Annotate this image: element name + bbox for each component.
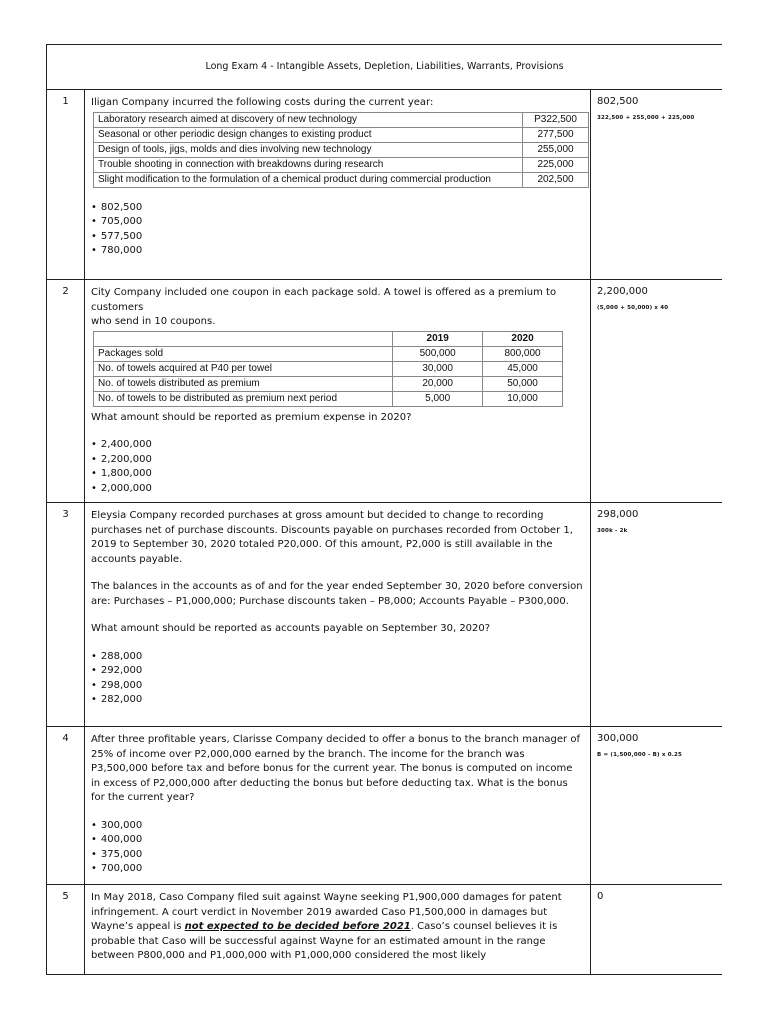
question-number: 1	[47, 90, 85, 280]
table-row	[94, 172, 589, 187]
row-label: Packages sold	[94, 346, 393, 361]
spacer	[91, 609, 584, 622]
answer-value: 2,200,000	[597, 286, 648, 297]
spacer	[91, 806, 584, 819]
cell-2019: 30,000	[393, 361, 483, 376]
emphasized-text: not expected to be decided before 2021	[184, 921, 411, 932]
cost-amount: P322,500	[523, 112, 589, 127]
table-row	[94, 376, 563, 391]
table-row	[94, 346, 563, 361]
spacer	[91, 637, 584, 650]
options-list	[91, 438, 584, 496]
question-body	[85, 885, 591, 975]
cell-2020: 10,000	[483, 391, 563, 406]
answer-cell	[591, 90, 723, 280]
table-row	[94, 127, 589, 142]
question-body	[85, 503, 591, 727]
question-row-2	[47, 280, 723, 503]
option: • 288,000	[91, 650, 584, 665]
option: • 400,000	[91, 833, 584, 848]
option: • 2,200,000	[91, 453, 584, 468]
answer-cell	[591, 280, 723, 503]
option: • 292,000	[91, 664, 584, 679]
table-row	[94, 361, 563, 376]
question-paragraph: Eleysia Company recorded purchases at gross amount but decided to change to recording purchases net of purchase discounts. Discounts payable on purchases recorded from October 1, 2019 to September 30, 2020 totaled P20,000. Of this amount, P2,000 is still available in the accounts payable.	[91, 510, 573, 565]
option: • 2,400,000	[91, 438, 584, 453]
answer-cell	[591, 885, 723, 975]
column-header: 2020	[483, 331, 563, 346]
question-number: 3	[47, 503, 85, 727]
cell-2019: 500,000	[393, 346, 483, 361]
exam-table	[46, 44, 722, 975]
cost-item: Laboratory research aimed at discovery of new technology	[94, 112, 523, 127]
option: • 375,000	[91, 848, 584, 863]
option: • 780,000	[91, 244, 584, 259]
question-row-5	[47, 885, 723, 975]
table-row	[94, 112, 589, 127]
column-header	[94, 331, 393, 346]
question-text-part: . Caso’s counsel believes it is probable that Caso will be successful against Wayne for an estimated amount in the range between P800,000 and P1,000,000 with P1,000,000 considered the most likely	[91, 921, 558, 961]
option: • 2,000,000	[91, 482, 584, 497]
question-body	[85, 727, 591, 885]
answer-work: 300k - 2k	[597, 528, 628, 534]
option: • 282,000	[91, 693, 584, 708]
question-text	[91, 891, 584, 964]
answer-work: (5,000 + 50,000) x 40	[597, 305, 669, 311]
question-number: 4	[47, 727, 85, 885]
cell-2019: 5,000	[393, 391, 483, 406]
answer-value: 802,500	[597, 96, 639, 107]
question-number: 2	[47, 280, 85, 503]
question-text: Iligan Company incurred the following costs during the current year:	[91, 97, 434, 108]
cost-item: Seasonal or other periodic design changes to existing product	[94, 127, 523, 142]
cost-amount: 202,500	[523, 172, 589, 187]
options-list	[91, 201, 584, 259]
cell-2020: 50,000	[483, 376, 563, 391]
cost-table	[93, 112, 589, 188]
spacer	[91, 567, 584, 580]
cost-item: Trouble shooting in connection with breakdowns during research	[94, 157, 523, 172]
question-text-cont: who send in 10 coupons.	[91, 316, 216, 327]
option: • 705,000	[91, 215, 584, 230]
option: • 802,500	[91, 201, 584, 216]
question-row-1	[47, 90, 723, 280]
question-prompt: What amount should be reported as premium expense in 2020?	[91, 411, 412, 423]
cell-2020: 800,000	[483, 346, 563, 361]
exam-title: Long Exam 4 - Intangible Assets, Depletion, Liabilities, Warrants, Provisions	[47, 45, 723, 90]
option: • 300,000	[91, 819, 584, 834]
answer-value: 0	[597, 891, 604, 902]
cost-amount: 225,000	[523, 157, 589, 172]
question-row-3	[47, 503, 723, 727]
question-paragraph: The balances in the accounts as of and for the year ended September 30, 2020 before conversion are: Purchases – P1,000,000; Purchase discounts taken – P8,000; Accounts Payable – P300,000.	[91, 581, 583, 607]
row-label: No. of towels acquired at P40 per towel	[94, 361, 393, 376]
options-list	[91, 650, 584, 708]
question-prompt: What amount should be reported as accounts payable on September 30, 2020?	[91, 623, 491, 634]
question-text: City Company included one coupon in each package sold. A towel is offered as a premium to customers	[91, 287, 557, 313]
answer-value: 300,000	[597, 733, 639, 744]
table-row	[94, 157, 589, 172]
answer-cell	[591, 727, 723, 885]
row-label: No. of towels distributed as premium	[94, 376, 393, 391]
question-body	[85, 90, 591, 280]
question-body	[85, 280, 591, 503]
title-row	[47, 45, 723, 90]
options-list	[91, 819, 584, 877]
answer-value: 298,000	[597, 509, 639, 520]
cost-amount: 255,000	[523, 142, 589, 157]
spacer	[91, 188, 584, 201]
exam-page	[46, 44, 722, 1024]
table-row	[94, 391, 563, 406]
question-row-4	[47, 727, 723, 885]
cell-2020: 45,000	[483, 361, 563, 376]
cost-amount: 277,500	[523, 127, 589, 142]
option: • 700,000	[91, 862, 584, 877]
spacer	[91, 425, 584, 438]
answer-work: 322,500 + 255,000 + 225,000	[597, 115, 695, 121]
option: • 1,800,000	[91, 467, 584, 482]
cost-item: Slight modification to the formulation of a chemical product during commercial production	[94, 172, 523, 187]
question-text: After three profitable years, Clarisse Company decided to offer a bonus to the branch manager of 25% of income over P2,000,000 earned by the branch. The income for the branch was P3,500,000 before tax and before bonus for the current year. The bonus is computed on income in excess of P2,000,000 after deducting the bonus but before deducting tax. What is the bonus for the current year?	[91, 734, 580, 803]
answer-work: B = (1,500,000 - B) x 0.25	[597, 752, 683, 758]
column-header: 2019	[393, 331, 483, 346]
option: • 577,500	[91, 230, 584, 245]
answer-cell	[591, 503, 723, 727]
table-header-row	[94, 331, 563, 346]
option: • 298,000	[91, 679, 584, 694]
table-row	[94, 142, 589, 157]
row-label: No. of towels to be distributed as premium next period	[94, 391, 393, 406]
cell-2019: 20,000	[393, 376, 483, 391]
question-number: 5	[47, 885, 85, 975]
premium-table	[93, 331, 563, 407]
cost-item: Design of tools, jigs, molds and dies involving new technology	[94, 142, 523, 157]
question-text-part: In May 2018, Caso Company filed suit against Wayne seeking P1,900,000 damages for patent infringement. A court verdict in November 2019 awarded Caso P1,500,000 in damages but Wayne’s appeal is	[91, 892, 562, 932]
